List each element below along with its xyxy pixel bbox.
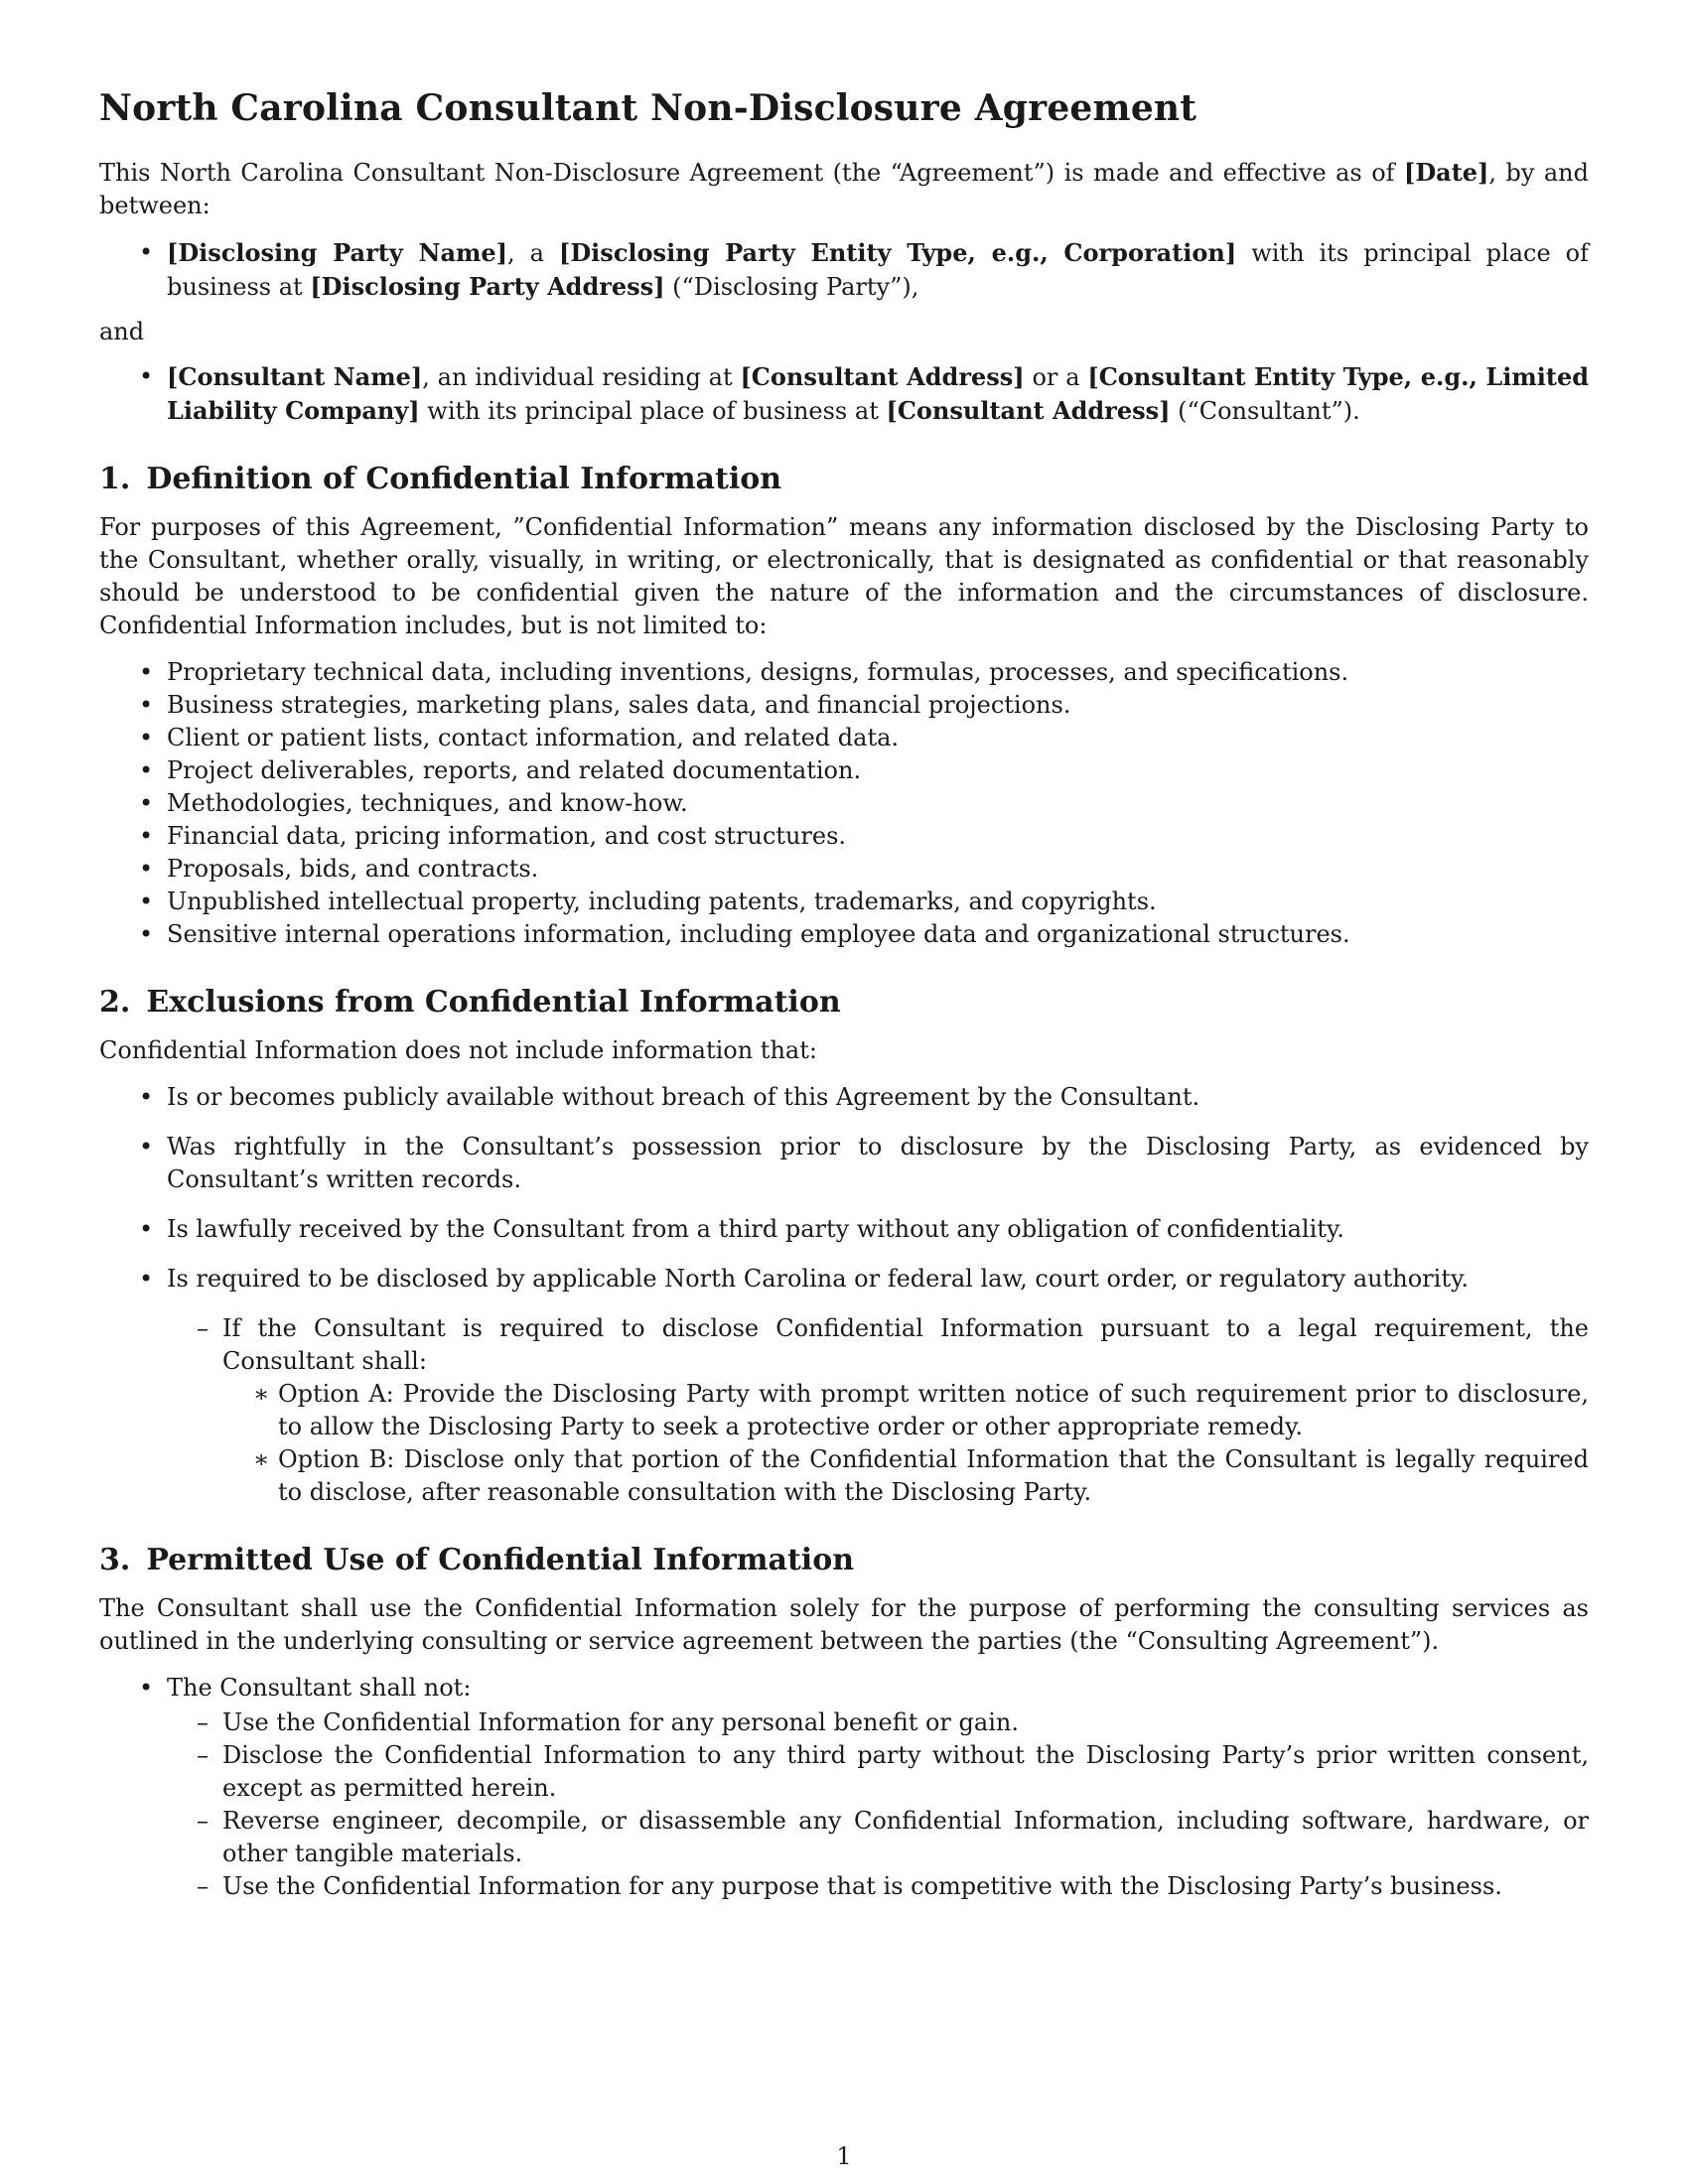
option-item: ∗ Option B: Disclose only that portion of the Confidential Information that the Consultant is legally required to disclose, after reasonable consultation with the Disclosing Party.: [222, 1443, 1589, 1509]
party-text: (“Consultant”).: [1170, 397, 1360, 426]
party-list-consultant: [99, 360, 1589, 428]
section-1-heading: [99, 462, 1589, 497]
party-text: or a: [1024, 363, 1088, 392]
list-item: • Methodologies, techniques, and know-how.: [99, 787, 1589, 820]
list-item-text: The Consultant shall not:: [167, 1674, 472, 1703]
option-item: ∗ Option A: Provide the Disclosing Party with prompt written notice of such requirement prior to disclosure, to allow the Disclosing Party to seek a protective order or other appropriate remedy.: [222, 1378, 1589, 1443]
date-placeholder: [Date]: [1403, 158, 1489, 188]
disclosing-party-address: [Disclosing Party Address]: [310, 272, 665, 302]
list-item: • Was rightfully in the Consultant’s possession prior to disclosure by the Disclosing Party, as evidenced by Consultant’s written records.: [99, 1131, 1589, 1196]
consultant-address: [Consultant Address]: [886, 396, 1171, 426]
list-item: • Client or patient lists, contact information, and related data.: [99, 722, 1589, 754]
consultant-entity: [Consultant Entity Type, e.g., Limited Liability Company]: [167, 362, 1590, 426]
section-2-heading: [99, 985, 1589, 1021]
list-item: • Proposals, bids, and contracts.: [99, 853, 1589, 886]
prohibited-uses-sublist: [99, 1706, 1589, 1903]
section-2-paragraph: Confidential Information does not include information that:: [99, 1036, 817, 1065]
party-disclosing: [99, 236, 1589, 304]
sub-list-item: – Use the Confidential Information for any personal benefit or gain.: [167, 1706, 1589, 1739]
list-item: • Project deliverables, reports, and related documentation.: [99, 754, 1589, 787]
document-page: [99, 87, 1589, 1903]
section-number: 1.: [99, 462, 131, 497]
party-text: with its principal place of business at: [167, 239, 1589, 302]
options-list: [167, 1378, 1589, 1509]
section-3-heading: [99, 1543, 1589, 1578]
list-item: • Is lawfully received by the Consultant from a third party without any obligation of confidentiality.: [99, 1213, 1589, 1246]
sub-list-item: – Reverse engineer, decompile, or disassemble any Confidential Information, including software, hardware, or other tangible materials.: [167, 1805, 1589, 1870]
party-text: , an individual residing at: [422, 363, 741, 392]
sub-list-item: – Disclose the Confidential Information to any third party without the Disclosing Party’s prior written consent, except as permitted herein.: [167, 1739, 1589, 1805]
section-1-paragraph: For purposes of this Agreement, ”Confidential Information” means any information disclosed by the Disclosing Party to the Consultant, whether orally, visually, in writing, or electronically, that is designated as confidential or that reasonably should be understood to be confidential given the nature of the information and the circumstances of disclosure. Confidential Information includes, but is not limited to:: [99, 513, 1589, 640]
party-text: , a: [507, 239, 560, 268]
list-item: • Sensitive internal operations information, including employee data and organizational structures.: [99, 918, 1589, 951]
section-number: 2.: [99, 985, 131, 1021]
legal-requirement-sublist: [99, 1312, 1589, 1509]
section-3-paragraph: The Consultant shall use the Confidential Information solely for the purpose of performing the consulting services as outlined in the underlying consulting or service agreement between the parties (the “Consulting Agreement”).: [99, 1594, 1589, 1656]
disclosing-party-name: [Disclosing Party Name]: [167, 238, 508, 268]
list-item: [99, 1263, 1589, 1509]
party-consultant: [99, 360, 1589, 428]
party-text: with its principal place of business at: [419, 397, 887, 426]
page-number: 1: [836, 2142, 852, 2170]
list-item: • Business strategies, marketing plans, sales data, and financial projections.: [99, 689, 1589, 722]
confidential-info-list: [99, 656, 1589, 951]
sub-list-item-text: If the Consultant is required to disclose Confidential Information pursuant to a legal requirement, the Consultant shall:: [222, 1314, 1589, 1376]
disclosing-party-entity: [Disclosing Party Entity Type, e.g., Corporation]: [559, 238, 1237, 268]
intro-text-end: , by and between:: [99, 159, 1590, 220]
section-title: Exclusions from Confidential Information: [146, 985, 841, 1021]
party-list-disclosing: [99, 236, 1589, 304]
intro-paragraph: [99, 156, 1589, 222]
list-item: • Proprietary technical data, including inventions, designs, formulas, processes, and specifications.: [99, 656, 1589, 689]
consultant-address: [Consultant Address]: [740, 362, 1025, 392]
party-text: (“Disclosing Party”),: [664, 273, 919, 302]
section-title: Definition of Confidential Information: [146, 462, 782, 497]
list-item: • Is or becomes publicly available without breach of this Agreement by the Consultant.: [99, 1081, 1589, 1114]
sub-list-item: [167, 1312, 1589, 1509]
list-item: • Financial data, pricing information, and cost structures.: [99, 820, 1589, 853]
intro-text-start: This North Carolina Consultant Non-Disclosure Agreement (the “Agreement”) is made and effective as of: [99, 159, 1404, 188]
section-number: 3.: [99, 1543, 131, 1578]
list-item: [99, 1672, 1589, 1903]
consultant-name: [Consultant Name]: [167, 362, 423, 392]
and-connector: and: [99, 318, 145, 346]
permitted-use-list: [99, 1672, 1589, 1903]
section-title: Permitted Use of Confidential Information: [146, 1543, 855, 1578]
exclusions-list: [99, 1081, 1589, 1509]
list-item: • Unpublished intellectual property, including patents, trademarks, and copyrights.: [99, 886, 1589, 918]
sub-list-item: – Use the Confidential Information for any purpose that is competitive with the Disclosing Party’s business.: [167, 1870, 1589, 1903]
list-item-text: Is required to be disclosed by applicable North Carolina or federal law, court order, or regulatory authority.: [167, 1265, 1469, 1294]
document-title: North Carolina Consultant Non-Disclosure Agreement: [99, 87, 1197, 129]
